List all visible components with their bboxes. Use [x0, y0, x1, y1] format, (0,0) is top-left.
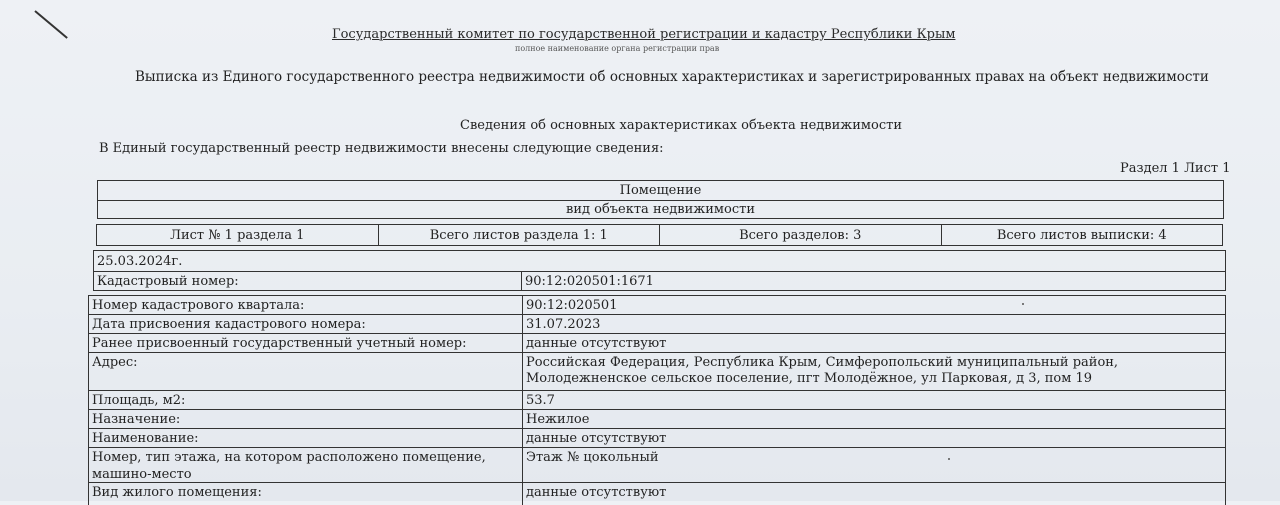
field-value: Российская Федерация, Республика Крым, Симферопольский муниципальный район, Молодежненское сельское поселение, пгт Молодёжное, ул Парковая, д 3, пом 19	[526, 355, 1119, 387]
table-row	[89, 353, 1225, 391]
table-row	[89, 296, 1225, 315]
object-type: Помещение	[97, 180, 1224, 201]
table-row	[89, 315, 1225, 334]
cadastral-number-row	[94, 272, 1225, 290]
pen-mark	[34, 10, 67, 39]
document-title: Выписка из Единого государственного реестра недвижимости об основных характеристиках и зарегистрированных правах на объект недвижимости	[135, 69, 1209, 85]
table-row	[89, 429, 1225, 448]
table-row	[89, 410, 1225, 429]
paper-speck	[948, 458, 950, 460]
field-label: Дата присвоения кадастрового номера:	[89, 315, 523, 333]
record-date: 25.03.2024г.	[94, 251, 1225, 272]
meta-sheet-number: Лист № 1 раздела 1	[97, 225, 379, 245]
cadastral-number-label: Кадастровый номер:	[94, 272, 522, 290]
characteristics-table	[88, 295, 1226, 505]
field-label: Назначение:	[89, 410, 523, 428]
field-value: 31.07.2023	[526, 317, 601, 332]
field-label: Ранее присвоенный государственный учетный номер:	[89, 334, 523, 352]
authority-caption: полное наименование органа регистрации прав	[515, 44, 720, 53]
field-value: Этаж № цокольный	[526, 450, 659, 465]
field-label: Номер кадастрового квартала:	[89, 296, 523, 314]
field-label: Наименование:	[89, 429, 523, 447]
field-value: 53.7	[526, 393, 555, 408]
field-label: Адрес:	[89, 353, 523, 390]
cadastral-number-value: 90:12:020501:1671	[525, 274, 654, 289]
section-title: Сведения об основных характеристиках объекта недвижимости	[460, 118, 902, 133]
table-row	[89, 334, 1225, 353]
section-sheet-label: Раздел 1 Лист 1	[1120, 161, 1231, 176]
field-value: 90:12:020501	[526, 298, 618, 313]
paper-speck	[1022, 303, 1024, 305]
field-label: Номер, тип этажа, на котором расположено помещение, машино-место	[89, 448, 523, 482]
table-row	[89, 391, 1225, 410]
field-value: Нежилое	[526, 412, 590, 427]
meta-section-sheets: Всего листов раздела 1: 1	[379, 225, 661, 245]
meta-total-sections: Всего разделов: 3	[660, 225, 942, 245]
intro-text: В Единый государственный реестр недвижимости внесены следующие сведения:	[99, 141, 664, 156]
meta-total-sheets: Всего листов выписки: 4	[996, 227, 1167, 243]
object-type-caption: вид объекта недвижимости	[97, 200, 1224, 219]
field-label: Площадь, м2:	[89, 391, 523, 409]
field-value: данные отсутствуют	[526, 431, 667, 446]
field-label: Вид жилого помещения:	[89, 483, 523, 505]
record-header-table	[93, 250, 1226, 291]
table-row	[89, 448, 1225, 483]
registration-authority: Государственный комитет по государственной регистрации и кадастру Республики Крым	[332, 27, 956, 42]
field-value: данные отсутствуют	[526, 336, 667, 351]
field-value: данные отсутствуют	[526, 485, 667, 500]
table-row	[89, 483, 1225, 505]
sheet-meta-row	[96, 224, 1223, 246]
